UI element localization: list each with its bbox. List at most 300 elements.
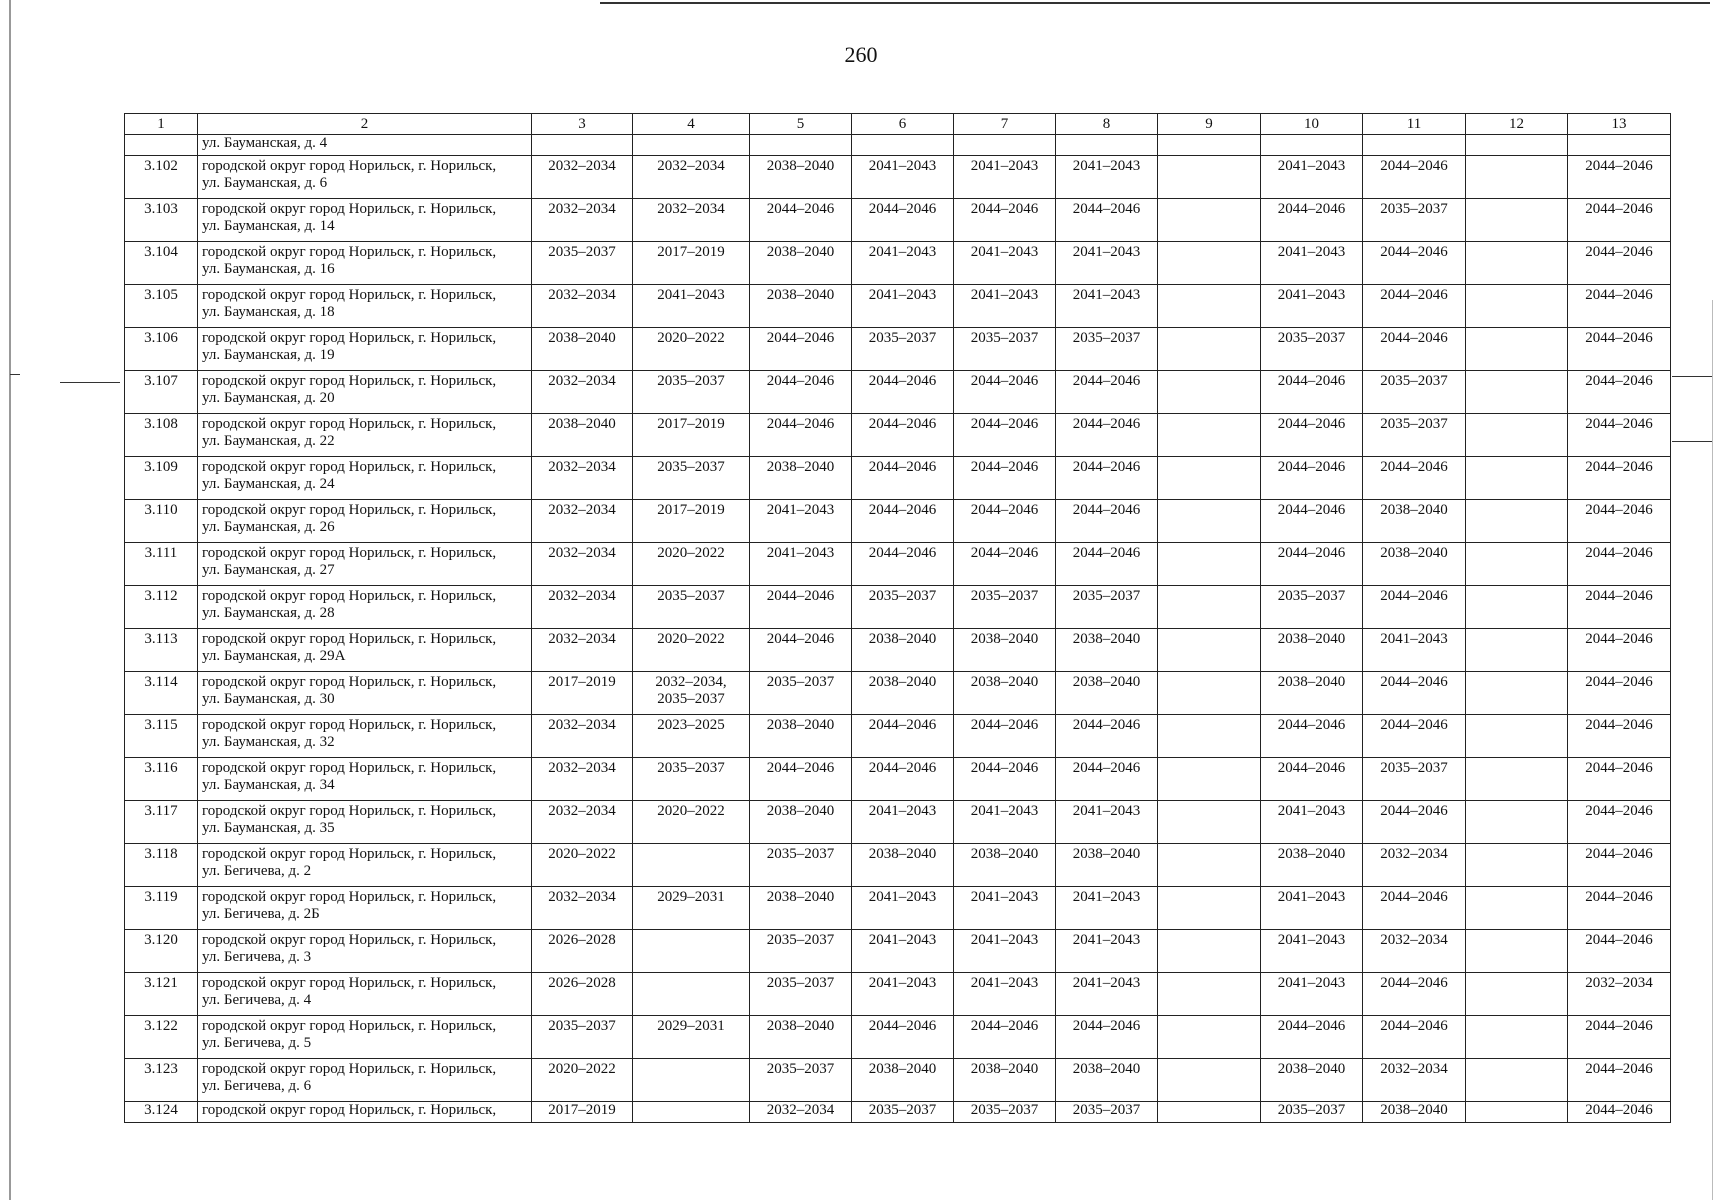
cell-number: 3.114 bbox=[125, 672, 198, 715]
cell-value: 2044–2046 bbox=[868, 760, 937, 776]
cell-col-6 bbox=[852, 199, 954, 242]
cell-value: 2044–2046 bbox=[1585, 760, 1653, 776]
cell-col-4 bbox=[633, 715, 750, 758]
header-col-2: 2 bbox=[198, 114, 532, 135]
cell-value: 2041–2043 bbox=[970, 158, 1039, 174]
cell-value: 2038–2040 bbox=[766, 889, 835, 905]
cell-value: 2044–2046 bbox=[970, 1018, 1039, 1034]
cell-value: 2038–2040 bbox=[548, 330, 616, 346]
cell-col-10 bbox=[1261, 629, 1363, 672]
address-line-1: городской округ город Норильск, г. Норильск, bbox=[202, 932, 497, 948]
cell-col-11 bbox=[1363, 457, 1466, 500]
address-line-1: городской округ город Норильск, г. Норильск, bbox=[202, 244, 497, 260]
cell-col-6 bbox=[852, 930, 954, 973]
cell-address bbox=[198, 199, 532, 242]
cell-value: 2041–2043 bbox=[970, 932, 1039, 948]
address-line-1: городской округ город Норильск, г. Норильск, bbox=[202, 717, 497, 733]
cell-value: 2044–2046 bbox=[970, 201, 1039, 217]
cell-value: 2044–2046 bbox=[1585, 287, 1653, 303]
cell-number: 3.106 bbox=[125, 328, 198, 371]
cell-number: 3.105 bbox=[125, 285, 198, 328]
cell-col-4 bbox=[633, 285, 750, 328]
cell-value: 2032–2034 bbox=[766, 1102, 835, 1118]
cell-col-3 bbox=[532, 328, 633, 371]
cell-col-4 bbox=[633, 887, 750, 930]
cell-col-13 bbox=[1568, 414, 1671, 457]
address-line-2: ул. Бегичева, д. 4 bbox=[202, 992, 312, 1008]
cell-value: 2035–2037 bbox=[657, 459, 725, 475]
cell-address bbox=[198, 672, 532, 715]
cell-col-8 bbox=[1056, 457, 1158, 500]
cell-value: 2041–2043 bbox=[868, 889, 937, 905]
cell-value: 2041–2043 bbox=[868, 244, 937, 260]
cell-value: 2044–2046 bbox=[1585, 1102, 1653, 1118]
cell-value: 2038–2040 bbox=[868, 631, 937, 647]
address-line-2: ул. Бауманская, д. 18 bbox=[202, 304, 335, 320]
cell-col-12 bbox=[1466, 1016, 1568, 1059]
cell-col-9 bbox=[1158, 371, 1261, 414]
cell-col-7 bbox=[954, 328, 1056, 371]
header-col-3: 3 bbox=[532, 114, 633, 135]
cell-value: 2035–2037 bbox=[766, 674, 835, 690]
cell-col-7 bbox=[954, 801, 1056, 844]
cell-col-9 bbox=[1158, 457, 1261, 500]
cell-value: 2032–2034 bbox=[1380, 932, 1448, 948]
cell-col-13 bbox=[1568, 543, 1671, 586]
address-line-1: городской округ город Норильск, г. Норильск, bbox=[202, 1018, 497, 1034]
address-line-1: городской округ город Норильск, г. Норильск, bbox=[202, 373, 497, 389]
cell-value: 2038–2040 bbox=[766, 1018, 835, 1034]
cell-col-3 bbox=[532, 930, 633, 973]
cell-value: 2035–2037 bbox=[1380, 416, 1448, 432]
cell-col-9 bbox=[1158, 414, 1261, 457]
cell-col-10 bbox=[1261, 371, 1363, 414]
cell-col-12 bbox=[1466, 629, 1568, 672]
cell-col-3 bbox=[532, 586, 633, 629]
cell-col-7 bbox=[954, 586, 1056, 629]
cell-value: 2044–2046 bbox=[868, 373, 937, 389]
address-line-2: ул. Бауманская, д. 14 bbox=[202, 218, 335, 234]
cell-address bbox=[198, 156, 532, 199]
cell-value: 2044–2046 bbox=[1277, 201, 1346, 217]
cell-value: 2038–2040 bbox=[1072, 631, 1141, 647]
cell-value: 2044–2046 bbox=[1380, 588, 1448, 604]
cell-value: 2041–2043 bbox=[868, 287, 937, 303]
cell-col-5 bbox=[750, 758, 852, 801]
cell-number: 3.110 bbox=[125, 500, 198, 543]
cell-col-4 bbox=[633, 371, 750, 414]
cell-col-13 bbox=[1568, 1102, 1671, 1123]
cell-col-10 bbox=[1261, 414, 1363, 457]
table-body bbox=[125, 114, 1671, 1123]
table-row bbox=[125, 586, 1671, 629]
cell-value: 2032–2034 bbox=[548, 803, 616, 819]
cell-value: 2032–2034 bbox=[548, 373, 616, 389]
cell-value: 2032–2034 bbox=[548, 201, 616, 217]
cell-value: 2041–2043 bbox=[970, 975, 1039, 991]
scan-artifact-right-edge bbox=[1712, 300, 1713, 1200]
cell-col-4 bbox=[633, 328, 750, 371]
cell-value: 2038–2040 bbox=[766, 717, 835, 733]
cell-col-5 bbox=[750, 887, 852, 930]
cell-col-11 bbox=[1363, 371, 1466, 414]
cell-col-6 bbox=[852, 285, 954, 328]
cell-col-3 bbox=[532, 500, 633, 543]
cell-value: 2044–2046 bbox=[1585, 416, 1653, 432]
table-row bbox=[125, 930, 1671, 973]
cell-value: 2035–2037 bbox=[1072, 1102, 1141, 1118]
header-col-1: 1 bbox=[125, 114, 198, 135]
address-line-2: ул. Бауманская, д. 24 bbox=[202, 476, 335, 492]
cell-value: 2029–2031 bbox=[657, 889, 725, 905]
cell-col-6 bbox=[852, 973, 954, 1016]
cell-col-9 bbox=[1158, 199, 1261, 242]
address-line-2: ул. Бауманская, д. 28 bbox=[202, 605, 335, 621]
cell-value: 2038–2040 bbox=[1277, 674, 1346, 690]
cell-col-12 bbox=[1466, 414, 1568, 457]
cell-col-12 bbox=[1466, 973, 1568, 1016]
cell-value: 2041–2043 bbox=[1277, 975, 1346, 991]
table-row bbox=[125, 371, 1671, 414]
cell-col-12 bbox=[1466, 844, 1568, 887]
cell-col-8 bbox=[1056, 285, 1158, 328]
cell-col-13 bbox=[1568, 586, 1671, 629]
cell-value: 2044–2046 bbox=[1072, 416, 1141, 432]
cell-value: 2035–2037 bbox=[766, 846, 835, 862]
cell-value: 2044–2046 bbox=[1585, 1018, 1653, 1034]
cell-col-10 bbox=[1261, 973, 1363, 1016]
cell-value: 2032–2034 bbox=[548, 459, 616, 475]
cell-col-10 bbox=[1261, 1059, 1363, 1102]
cell-value: 2044–2046 bbox=[1380, 158, 1448, 174]
address-line-2: ул. Бауманская, д. 35 bbox=[202, 820, 335, 836]
cell-value: 2026–2028 bbox=[548, 932, 616, 948]
cell-number: 3.103 bbox=[125, 199, 198, 242]
cell-col-11 bbox=[1363, 758, 1466, 801]
cell-value: 2032–2034 bbox=[548, 631, 616, 647]
cell-value: 2038–2040 bbox=[766, 803, 835, 819]
cell-col-4 bbox=[633, 930, 750, 973]
cell-col-13 bbox=[1568, 1059, 1671, 1102]
cell-value: 2035–2037 bbox=[548, 244, 616, 260]
cell-value: 2044–2046 bbox=[970, 760, 1039, 776]
cell-col-13 bbox=[1568, 371, 1671, 414]
cell-value: 2044–2046 bbox=[766, 588, 835, 604]
cell-address bbox=[198, 715, 532, 758]
cell-col-6 bbox=[852, 801, 954, 844]
cell-value: 2044–2046 bbox=[1585, 330, 1653, 346]
cell-number: 3.118 bbox=[125, 844, 198, 887]
cell-value: 2044–2046 bbox=[1380, 674, 1448, 690]
cell-value: 2038–2040 bbox=[1072, 1061, 1141, 1077]
cell-col-11 bbox=[1363, 500, 1466, 543]
cell-col-12 bbox=[1466, 672, 1568, 715]
cell-col-5 bbox=[750, 285, 852, 328]
cell-value: 2044–2046 bbox=[1380, 330, 1448, 346]
cell-col-10 bbox=[1261, 887, 1363, 930]
cell-address bbox=[198, 414, 532, 457]
table-row bbox=[125, 844, 1671, 887]
cell-value: 2044–2046 bbox=[970, 502, 1039, 518]
cell-value: 2041–2043 bbox=[1277, 287, 1346, 303]
cell-col-6 bbox=[852, 844, 954, 887]
cell-col-5 bbox=[750, 801, 852, 844]
cell-col-4 bbox=[633, 629, 750, 672]
cell-number: 3.123 bbox=[125, 1059, 198, 1102]
cell-col-8 bbox=[1056, 844, 1158, 887]
cell-col-12 bbox=[1466, 156, 1568, 199]
cell-col-11 bbox=[1363, 328, 1466, 371]
cell-col-9 bbox=[1158, 801, 1261, 844]
cell-col-11 bbox=[1363, 930, 1466, 973]
address-line-1: городской округ город Норильск, г. Норильск, bbox=[202, 975, 497, 991]
cell-col-6 bbox=[852, 887, 954, 930]
cell-col-5 bbox=[750, 973, 852, 1016]
cell-value: 2044–2046 bbox=[1585, 846, 1653, 862]
cell-col-10 bbox=[1261, 199, 1363, 242]
address-line-1: городской округ город Норильск, г. Норильск, bbox=[202, 674, 497, 690]
cell-value-line-2: 2035–2037 bbox=[657, 691, 725, 707]
table-row bbox=[125, 199, 1671, 242]
table-header-row bbox=[125, 114, 1671, 135]
cell-col-7 bbox=[954, 629, 1056, 672]
cell-col-12 bbox=[1466, 1059, 1568, 1102]
cell-col-9 bbox=[1158, 887, 1261, 930]
cell-col-8 bbox=[1056, 758, 1158, 801]
cell-address bbox=[198, 887, 532, 930]
cell-value: 2044–2046 bbox=[868, 416, 937, 432]
cell-value: 2035–2037 bbox=[1072, 588, 1141, 604]
cell-value: 2044–2046 bbox=[1380, 975, 1448, 991]
scan-artifact-dash bbox=[60, 382, 120, 383]
cell-value: 2044–2046 bbox=[1585, 373, 1653, 389]
cell-col-7 bbox=[954, 1059, 1056, 1102]
cell-col-3 bbox=[532, 1059, 633, 1102]
cell-value: 2032–2034 bbox=[548, 760, 616, 776]
cell-value: 2038–2040 bbox=[970, 631, 1039, 647]
cell-value: 2038–2040 bbox=[970, 1061, 1039, 1077]
cell-col-7 bbox=[954, 414, 1056, 457]
cell-col-4 bbox=[633, 844, 750, 887]
cell-number: 3.107 bbox=[125, 371, 198, 414]
cell-col-8 bbox=[1056, 199, 1158, 242]
address-line-2: ул. Бегичева, д. 5 bbox=[202, 1035, 312, 1051]
table-row bbox=[125, 1016, 1671, 1059]
table-row bbox=[125, 242, 1671, 285]
address-line-2: ул. Бауманская, д. 20 bbox=[202, 390, 335, 406]
cell-col-6 bbox=[852, 156, 954, 199]
cell-col-13 bbox=[1568, 199, 1671, 242]
header-col-10: 10 bbox=[1261, 114, 1363, 135]
cell-col-13 bbox=[1568, 629, 1671, 672]
cell-value: 2035–2037 bbox=[766, 975, 835, 991]
cell-col-13 bbox=[1568, 930, 1671, 973]
address-line-2: ул. Бауманская, д. 16 bbox=[202, 261, 335, 277]
cell-value: 2044–2046 bbox=[970, 545, 1039, 561]
cell-col-6 bbox=[852, 500, 954, 543]
cell-col-12 bbox=[1466, 930, 1568, 973]
cell-col-10 bbox=[1261, 801, 1363, 844]
cell-col-13 bbox=[1568, 457, 1671, 500]
cell-value: 2023–2025 bbox=[657, 717, 725, 733]
cell-value: 2044–2046 bbox=[1380, 287, 1448, 303]
cell-value: 2032–2034 bbox=[548, 287, 616, 303]
cell-col-7 bbox=[954, 672, 1056, 715]
cell-col-13 bbox=[1568, 758, 1671, 801]
address-line-1: городской округ город Норильск, г. Норильск, bbox=[202, 201, 497, 217]
table-row bbox=[125, 973, 1671, 1016]
schedule-table bbox=[124, 113, 1671, 1123]
address-line-2: ул. Бауманская, д. 30 bbox=[202, 691, 335, 707]
cell-col-8 bbox=[1056, 672, 1158, 715]
table-row bbox=[125, 1059, 1671, 1102]
address-line-1: городской округ город Норильск, г. Норильск, bbox=[202, 502, 497, 518]
cell-col-7 bbox=[954, 242, 1056, 285]
address-line-1: городской округ город Норильск, г. Норильск, bbox=[202, 760, 497, 776]
cell-col-13 bbox=[1568, 887, 1671, 930]
cell-value: 2041–2043 bbox=[1072, 932, 1141, 948]
cell-value: 2020–2022 bbox=[657, 803, 725, 819]
cell-col-7 bbox=[954, 973, 1056, 1016]
address-line-2: ул. Бегичева, д. 3 bbox=[202, 949, 312, 965]
cell-col-12 bbox=[1466, 586, 1568, 629]
cell-col-8 bbox=[1056, 930, 1158, 973]
cell-col-3 bbox=[532, 199, 633, 242]
cell-col-6 bbox=[852, 371, 954, 414]
cell-value: 2044–2046 bbox=[1585, 631, 1653, 647]
cell-address bbox=[198, 1059, 532, 1102]
address-line-1: городской округ город Норильск, г. Норильск, bbox=[202, 1061, 497, 1077]
cell-number: 3.108 bbox=[125, 414, 198, 457]
cell-col-10 bbox=[1261, 1102, 1363, 1123]
cell-col-12 bbox=[1466, 887, 1568, 930]
cell-col-13 bbox=[1568, 1016, 1671, 1059]
cell-col-8 bbox=[1056, 973, 1158, 1016]
cell-value: 2041–2043 bbox=[1072, 803, 1141, 819]
cell-value: 2038–2040 bbox=[868, 846, 937, 862]
cell-value: 2044–2046 bbox=[970, 416, 1039, 432]
cell-col-3 bbox=[532, 672, 633, 715]
scan-artifact-dash bbox=[1672, 376, 1712, 377]
cell-value: 2044–2046 bbox=[766, 330, 835, 346]
cell-value: 2038–2040 bbox=[1380, 502, 1448, 518]
cell-value: 2044–2046 bbox=[1585, 717, 1653, 733]
cell-value: 2041–2043 bbox=[970, 889, 1039, 905]
cell-value: 2044–2046 bbox=[1380, 459, 1448, 475]
cell-value: 2044–2046 bbox=[868, 545, 937, 561]
cell-value: 2035–2037 bbox=[1380, 373, 1448, 389]
header-col-12: 12 bbox=[1466, 114, 1568, 135]
cell-number: 3.119 bbox=[125, 887, 198, 930]
cell-col-12 bbox=[1466, 371, 1568, 414]
cell-col-9 bbox=[1158, 500, 1261, 543]
cell-col-4 bbox=[633, 1059, 750, 1102]
cell-value: 2044–2046 bbox=[766, 416, 835, 432]
cell-col-8 bbox=[1056, 156, 1158, 199]
cell-col-4 bbox=[633, 414, 750, 457]
scan-artifact-dash bbox=[10, 374, 20, 375]
cell-number: 3.112 bbox=[125, 586, 198, 629]
cell-col-5 bbox=[750, 844, 852, 887]
cell-col-8 bbox=[1056, 1102, 1158, 1123]
cell-value: 2044–2046 bbox=[1072, 201, 1141, 217]
cell-col-7 bbox=[954, 543, 1056, 586]
cell-address bbox=[198, 500, 532, 543]
cell-value: 2035–2037 bbox=[766, 1061, 835, 1077]
cell-value: 2035–2037 bbox=[868, 1102, 937, 1118]
cell-col-12 bbox=[1466, 457, 1568, 500]
cell-value: 2044–2046 bbox=[1277, 1018, 1346, 1034]
cell-value: 2032–2034 bbox=[548, 889, 616, 905]
cell-col-7 bbox=[954, 758, 1056, 801]
cell-value: 2026–2028 bbox=[548, 975, 616, 991]
cell-value: 2038–2040 bbox=[1072, 674, 1141, 690]
cell-value: 2041–2043 bbox=[868, 158, 937, 174]
cell-col-11 bbox=[1363, 715, 1466, 758]
cell-col-5 bbox=[750, 371, 852, 414]
cell-col-11 bbox=[1363, 156, 1466, 199]
cell-col-3 bbox=[532, 629, 633, 672]
cell-col-10 bbox=[1261, 242, 1363, 285]
cell-col-6 bbox=[852, 1102, 954, 1123]
table-row bbox=[125, 887, 1671, 930]
cell-address: ул. Бауманская, д. 4 bbox=[198, 135, 532, 156]
cell-value: 2041–2043 bbox=[657, 287, 725, 303]
cell-col-7 bbox=[954, 371, 1056, 414]
cell-value: 2038–2040 bbox=[1277, 631, 1346, 647]
cell-number: 3.109 bbox=[125, 457, 198, 500]
table-row bbox=[125, 1102, 1671, 1123]
table-row bbox=[125, 758, 1671, 801]
cell-value: 2044–2046 bbox=[1277, 416, 1346, 432]
cell-address bbox=[198, 242, 532, 285]
cell-col-5 bbox=[750, 543, 852, 586]
address-line-2: ул. Бегичева, д. 2 bbox=[202, 863, 312, 879]
address-line-1: городской округ город Норильск, г. Норильск, bbox=[202, 416, 497, 432]
cell-address bbox=[198, 758, 532, 801]
cell-value: 2035–2037 bbox=[657, 373, 725, 389]
address-line-1: городской округ город Норильск, г. Норильск, bbox=[202, 588, 497, 604]
cell-col-13 bbox=[1568, 285, 1671, 328]
header-col-11: 11 bbox=[1363, 114, 1466, 135]
cell-value: 2035–2037 bbox=[1277, 330, 1346, 346]
cell-col-4 bbox=[633, 1016, 750, 1059]
address-line-2: ул. Бауманская, д. 19 bbox=[202, 347, 335, 363]
cell-col-5 bbox=[750, 930, 852, 973]
cell-col-9 bbox=[1158, 1102, 1261, 1123]
address-line-1: городской округ город Норильск, г. Норильск, bbox=[202, 889, 497, 905]
cell-col-13 bbox=[1568, 328, 1671, 371]
cell-value: 2032–2034 bbox=[548, 545, 616, 561]
cell-value: 2035–2037 bbox=[970, 330, 1039, 346]
cell-value: 2032–2034 bbox=[548, 502, 616, 518]
cell-value: 2044–2046 bbox=[1380, 244, 1448, 260]
cell-value: 2041–2043 bbox=[970, 287, 1039, 303]
cell-address bbox=[198, 1102, 532, 1123]
cell-col-5 bbox=[750, 156, 852, 199]
cell-col-10 bbox=[1261, 844, 1363, 887]
cell-col-11 bbox=[1363, 586, 1466, 629]
cell-col-10 bbox=[1261, 156, 1363, 199]
cell-value: 2041–2043 bbox=[1277, 158, 1346, 174]
cell-col-13 bbox=[1568, 844, 1671, 887]
cell-col-13 bbox=[1568, 715, 1671, 758]
header-col-9: 9 bbox=[1158, 114, 1261, 135]
cell-col-9 bbox=[1158, 973, 1261, 1016]
cell-number: 3.115 bbox=[125, 715, 198, 758]
cell-col-8 bbox=[1056, 629, 1158, 672]
cell-col-6 bbox=[852, 758, 954, 801]
